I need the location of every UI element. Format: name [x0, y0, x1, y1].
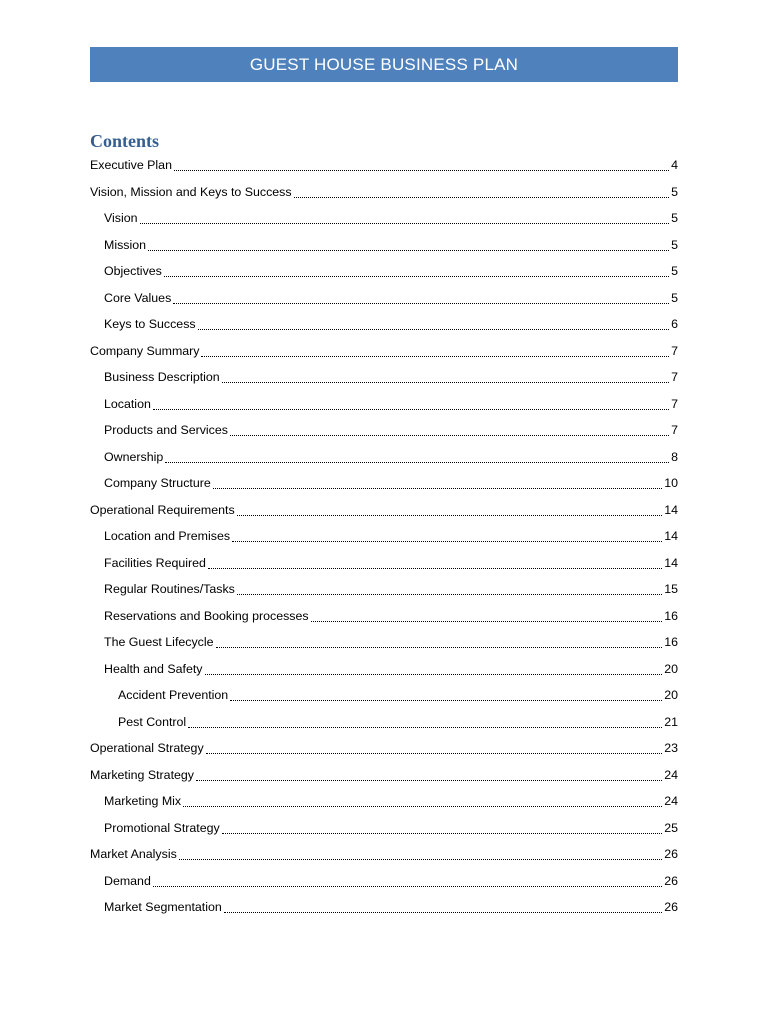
toc-entry[interactable]: [90, 576, 678, 603]
document-title: GUEST HOUSE BUSINESS PLAN: [249, 54, 519, 74]
toc-entry-page-number: 23: [664, 741, 678, 755]
toc-entry[interactable]: [90, 470, 678, 497]
toc-entry-page-number: 5: [671, 211, 678, 225]
toc-entry-title: Ownership: [104, 449, 164, 464]
toc-entry-page-number: 26: [664, 900, 678, 914]
toc-dot-leader: [148, 249, 669, 251]
toc-dot-leader: [222, 381, 669, 383]
document-title-banner: [90, 47, 678, 82]
toc-entry-page-number: 8: [671, 449, 678, 464]
toc-entry-title: Objectives: [104, 264, 162, 278]
toc-dot-leader: [188, 726, 662, 728]
toc-entry-page-number: 24: [664, 767, 678, 782]
toc-entry[interactable]: [90, 868, 678, 895]
toc-entry[interactable]: [90, 232, 678, 259]
toc-dot-leader: [153, 885, 662, 887]
toc-entry-page-number: 4: [671, 158, 678, 172]
toc-dot-leader: [224, 911, 662, 913]
toc-entry-title: Promotional Strategy: [104, 820, 220, 835]
toc-entry-title: Reservations and Booking processes: [104, 608, 309, 623]
toc-entry[interactable]: [90, 682, 678, 709]
toc-dot-leader: [164, 275, 669, 277]
toc-entry[interactable]: [90, 391, 678, 418]
toc-dot-leader: [205, 673, 663, 675]
toc-entry-title: Keys to Success: [104, 317, 196, 331]
toc-entry-title: Mission: [104, 237, 146, 252]
toc-entry-page-number: 14: [664, 502, 678, 517]
toc-entry-title: Pest Control: [118, 714, 187, 729]
toc-entry-title: The Guest Lifecycle: [104, 635, 214, 649]
toc-entry[interactable]: [90, 762, 678, 789]
toc-entry[interactable]: [90, 258, 678, 285]
toc-dot-leader: [201, 355, 669, 357]
toc-entry-page-number: 14: [664, 529, 678, 543]
toc-entry-title: Vision: [104, 211, 138, 225]
toc-entry[interactable]: [90, 656, 678, 683]
toc-dot-leader: [294, 196, 670, 198]
toc-dot-leader: [198, 328, 670, 330]
toc-dot-leader: [216, 646, 663, 648]
toc-entry-page-number: 20: [664, 661, 678, 676]
toc-entry[interactable]: [90, 788, 678, 815]
toc-entry-page-number: 5: [671, 290, 678, 305]
toc-entry-page-number: 10: [664, 476, 678, 490]
contents-heading: Contents: [90, 131, 160, 151]
toc-entry-title: Operational Strategy: [90, 741, 204, 755]
toc-entry[interactable]: [90, 735, 678, 762]
toc-entry-page-number: 21: [664, 714, 678, 729]
toc-dot-leader: [230, 699, 662, 701]
toc-entry[interactable]: [90, 311, 678, 338]
toc-entry-title: Regular Routines/Tasks: [104, 582, 235, 596]
toc-entry-page-number: 5: [671, 184, 678, 199]
toc-entry-page-number: 14: [664, 555, 678, 570]
toc-dot-leader: [179, 858, 662, 860]
toc-entry[interactable]: [90, 603, 678, 630]
toc-entry-page-number: 5: [671, 237, 678, 252]
toc-entry-page-number: 7: [671, 370, 678, 384]
toc-entry-title: Market Segmentation: [104, 900, 222, 914]
toc-entry[interactable]: [90, 894, 678, 921]
toc-entry[interactable]: [90, 364, 678, 391]
table-of-contents: [90, 152, 678, 921]
toc-entry[interactable]: [90, 841, 678, 868]
toc-entry-title: Company Structure: [104, 476, 211, 490]
toc-entry-page-number: 26: [664, 847, 678, 861]
toc-entry-page-number: 7: [671, 423, 678, 437]
toc-entry[interactable]: [90, 205, 678, 232]
toc-dot-leader: [208, 567, 662, 569]
toc-entry-page-number: 7: [671, 343, 678, 358]
toc-entry-title: Business Description: [104, 370, 220, 384]
toc-dot-leader: [237, 593, 662, 595]
toc-entry-title: Company Summary: [90, 343, 200, 358]
toc-dot-leader: [232, 540, 662, 542]
toc-entry[interactable]: [90, 152, 678, 179]
toc-entry-title: Health and Safety: [104, 661, 203, 676]
toc-dot-leader: [183, 805, 662, 807]
toc-entry-page-number: 6: [671, 317, 678, 331]
toc-entry[interactable]: [90, 497, 678, 524]
toc-dot-leader: [237, 514, 663, 516]
toc-entry-page-number: 25: [664, 820, 678, 835]
toc-entry-title: Products and Services: [104, 423, 228, 437]
toc-entry-title: Market Analysis: [90, 847, 177, 861]
toc-entry[interactable]: [90, 285, 678, 312]
toc-dot-leader: [311, 620, 663, 622]
toc-entry-page-number: 7: [671, 396, 678, 411]
toc-entry[interactable]: [90, 338, 678, 365]
toc-entry-title: Marketing Strategy: [90, 767, 194, 782]
toc-entry-title: Core Values: [104, 290, 172, 305]
toc-entry[interactable]: [90, 417, 678, 444]
toc-entry-title: Accident Prevention: [118, 688, 229, 702]
toc-entry[interactable]: [90, 179, 678, 206]
toc-dot-leader: [213, 487, 662, 489]
toc-entry-page-number: 20: [664, 688, 678, 702]
toc-dot-leader: [173, 302, 669, 304]
toc-entry-page-number: 16: [664, 635, 678, 649]
toc-entry-title: Location and Premises: [104, 529, 231, 543]
toc-entry[interactable]: [90, 550, 678, 577]
toc-entry[interactable]: [90, 629, 678, 656]
toc-dot-leader: [196, 779, 662, 781]
toc-entry[interactable]: [90, 523, 678, 550]
toc-dot-leader: [140, 222, 670, 224]
toc-dot-leader: [222, 832, 663, 834]
toc-entry-title: Vision, Mission and Keys to Success: [90, 184, 292, 199]
toc-entry-title: Facilities Required: [104, 555, 206, 570]
toc-entry-title: Operational Requirements: [90, 502, 235, 517]
toc-entry-page-number: 5: [671, 264, 678, 278]
toc-dot-leader: [165, 461, 669, 463]
toc-entry-page-number: 26: [664, 873, 678, 888]
toc-entry-title: Marketing Mix: [104, 794, 182, 808]
toc-entry[interactable]: [90, 444, 678, 471]
toc-dot-leader: [206, 752, 663, 754]
toc-dot-leader: [174, 169, 669, 171]
toc-entry-page-number: 16: [664, 608, 678, 623]
toc-entry-title: Location: [104, 396, 151, 411]
toc-entry[interactable]: [90, 815, 678, 842]
toc-entry-page-number: 15: [664, 582, 678, 596]
toc-entry[interactable]: [90, 709, 678, 736]
toc-entry-title: Demand: [104, 873, 151, 888]
toc-entry-page-number: 24: [664, 794, 678, 808]
toc-entry-title: Executive Plan: [90, 158, 172, 172]
toc-dot-leader: [230, 434, 669, 436]
toc-dot-leader: [153, 408, 669, 410]
